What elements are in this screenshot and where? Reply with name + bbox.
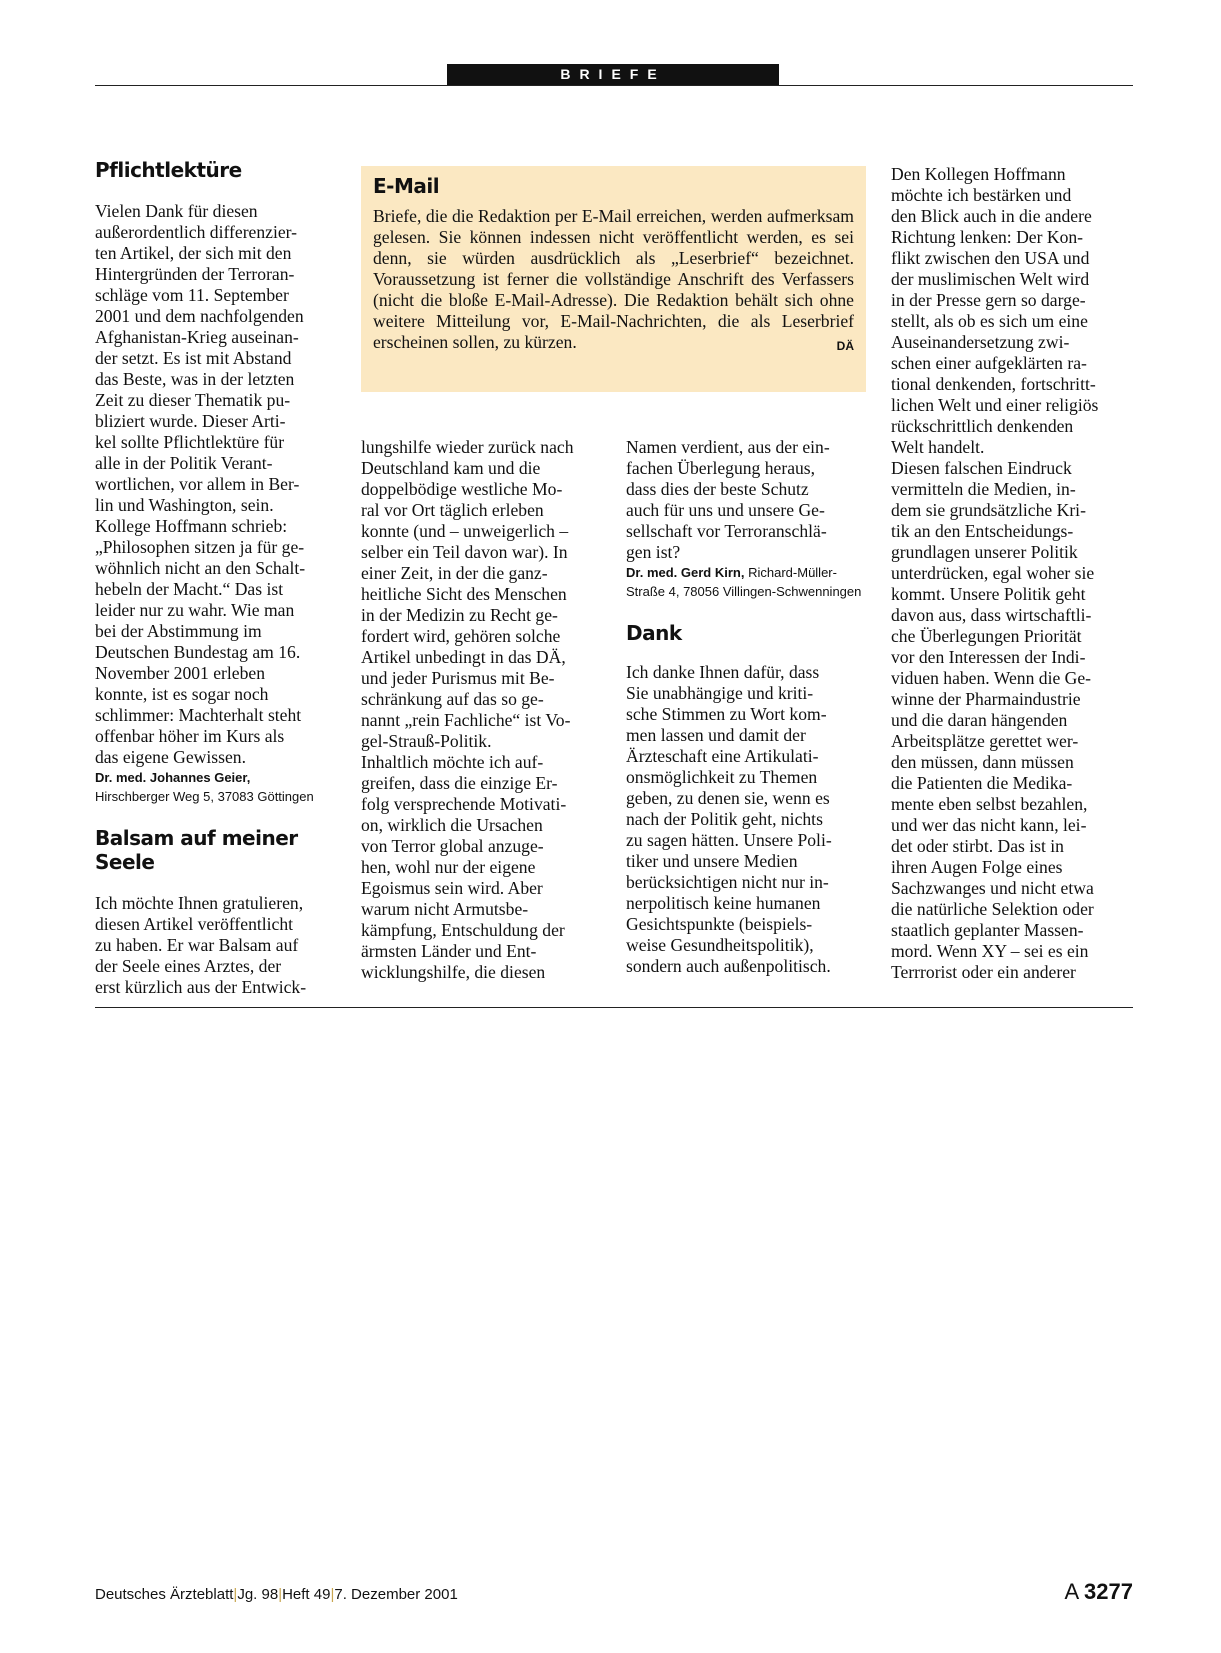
column-3 — [626, 437, 871, 977]
text-line: flikt zwischen den USA und — [891, 248, 1090, 268]
letter-signature — [626, 563, 871, 601]
header-rule — [95, 85, 1133, 86]
text-line: „Philosophen sitzen ja für ge- — [95, 537, 305, 557]
text-line: fordert wird, gehören solche — [361, 626, 561, 646]
text-line: zu sagen hätten. Unsere Poli- — [626, 830, 832, 850]
text-line: weise Gesundheitspolitik), — [626, 935, 814, 955]
issue-date: 7. Dezember 2001 — [334, 1586, 458, 1603]
text-line: Terrrorist oder ein anderer — [891, 962, 1076, 982]
text-line: Inhaltlich möchte ich auf- — [361, 752, 544, 772]
text-line: Sie unabhängige und kriti- — [626, 683, 814, 703]
text-line: möchte ich bestärken und — [891, 185, 1072, 205]
text-line: fachen Überlegung heraus, — [626, 458, 816, 478]
text-line: Den Kollegen Hoffmann — [891, 164, 1066, 184]
journal-name: Deutsches Ärzteblatt — [95, 1586, 234, 1603]
journal-issue: Heft 49 — [282, 1586, 331, 1603]
author-address: Straße 4, 78056 Villingen-Schwenningen — [626, 584, 862, 599]
text-line: hen, wohl nur der eigene — [361, 857, 536, 877]
text-line: in der Medizin zu Recht ge- — [361, 605, 558, 625]
text-line: schlimmer: Machterhalt steht — [95, 705, 302, 725]
text-line: bliziert wurde. Dieser Arti- — [95, 411, 286, 431]
text-line: berücksichtigen nicht nur in- — [626, 872, 829, 892]
author-address: Hirschberger Weg 5, 37083 Göttingen — [95, 789, 314, 804]
text-line: offenbar höher im Kurs als — [95, 726, 285, 746]
text-line: det oder stirbt. Das ist in — [891, 836, 1064, 856]
text-line: Namen verdient, aus der ein- — [626, 437, 830, 457]
text-line: Vielen Dank für diesen — [95, 201, 258, 221]
text-line: mente eben selbst bezahlen, — [891, 794, 1088, 814]
text-line: der setzt. Es ist mit Abstand — [95, 348, 292, 368]
footer-separator: | — [330, 1586, 335, 1603]
letter-text — [891, 164, 1131, 983]
text-line: vermitteln die Medien, in- — [891, 479, 1076, 499]
text-line: Richtung lenken: Der Kon- — [891, 227, 1084, 247]
text-line: erst kürzlich aus der Entwick- — [95, 977, 307, 997]
text-line: folg versprechende Motivati- — [361, 794, 567, 814]
text-line: Welt handelt. — [891, 437, 985, 457]
text-line: viduen haben. Wenn die Ge- — [891, 668, 1092, 688]
page-prefix: A — [1064, 1579, 1078, 1604]
footer-separator: | — [233, 1586, 238, 1603]
text-line: Ich danke Ihnen dafür, dass — [626, 662, 820, 682]
text-line: nach der Politik geht, nichts — [626, 809, 823, 829]
text-line: kel sollte Pflichtlektüre für — [95, 432, 285, 452]
text-line: gel-Strauß-Politik. — [361, 731, 492, 751]
text-line: Arbeitsplätze gerettet wer- — [891, 731, 1079, 751]
bottom-rule — [95, 1007, 1133, 1008]
letter-text — [95, 893, 335, 998]
text-line: doppelbödige westliche Mo- — [361, 479, 563, 499]
text-line: nerpolitisch keine humanen — [626, 893, 821, 913]
text-line: ihren Augen Folge eines — [891, 857, 1063, 877]
text-line: grundlagen unserer Politik — [891, 542, 1078, 562]
footer-separator: | — [278, 1586, 283, 1603]
text-line: Gesichtspunkte (beispiels- — [626, 914, 813, 934]
text-line: Artikel unbedingt in das DÄ, — [361, 647, 566, 667]
author-name: Dr. med. Johannes Geier, — [95, 770, 251, 785]
text-line: warum nicht Armutsbe- — [361, 899, 529, 919]
text-line: tional denkenden, fortschritt- — [891, 374, 1096, 394]
text-line: winne der Pharmaindustrie — [891, 689, 1081, 709]
text-line: Zeit zu dieser Thematik pu- — [95, 390, 291, 410]
text-line: staatlich geplanter Massen- — [891, 920, 1084, 940]
text-line: schläge vom 11. September — [95, 285, 289, 305]
text-line: die Patienten die Medika- — [891, 773, 1073, 793]
text-line: November 2001 erleben — [95, 663, 266, 683]
text-line: lin und Washington, sein. — [95, 495, 274, 515]
letter-text — [626, 662, 871, 977]
text-line: kämpfung, Entschuldung der — [361, 920, 565, 940]
text-line: hebeln der Macht.“ Das ist — [95, 579, 284, 599]
page-number-value: 3277 — [1084, 1579, 1133, 1604]
text-line: konnte, ist es sogar noch — [95, 684, 269, 704]
author-name: Dr. med. Gerd Kirn, — [626, 565, 745, 580]
text-line: ärmsten Länder und Ent- — [361, 941, 537, 961]
text-line: onsmöglichkeit zu Themen — [626, 767, 818, 787]
text-line: Afghanistan-Krieg auseinan- — [95, 327, 299, 347]
text-line: tik an den Entscheidungs- — [891, 521, 1074, 541]
text-line: lichen Welt und einer religiös — [891, 395, 1099, 415]
text-line: men lassen und damit der — [626, 725, 806, 745]
article-heading: Pflichtlektüre — [95, 158, 242, 182]
text-line: Egoismus sein wird. Aber — [361, 878, 543, 898]
text-line: den Blick auch in die andere — [891, 206, 1092, 226]
text-line: lungshilfe wieder zurück nach — [361, 437, 574, 457]
text-line: on, wirklich die Ursachen — [361, 815, 543, 835]
text-line: und jeder Purismus mit Be- — [361, 668, 555, 688]
text-line: außerordentlich differenzier- — [95, 222, 298, 242]
journal-volume: Jg. 98 — [237, 1586, 279, 1603]
text-line: auch für uns und unsere Ge- — [626, 500, 825, 520]
email-notice-box — [361, 166, 866, 392]
text-line: sellschaft vor Terroranschlä- — [626, 521, 827, 541]
text-line: einer Zeit, in der die ganz- — [361, 563, 548, 583]
text-line: konnte (und – unweigerlich – — [361, 521, 569, 541]
text-line: und die daran hängenden — [891, 710, 1068, 730]
text-line: Ich möchte Ihnen gratulieren, — [95, 893, 304, 913]
letter-signature — [95, 768, 335, 806]
text-line: davon aus, dass wirtschaftli- — [891, 605, 1092, 625]
text-line: ral vor Ort täglich erleben — [361, 500, 544, 520]
text-line: unterdrücken, egal woher sie — [891, 563, 1095, 583]
text-line: 2001 und dem nachfolgenden — [95, 306, 304, 326]
article-heading: Balsam auf meiner Seele — [95, 826, 298, 874]
text-line: Sachzwanges und nicht etwa — [891, 878, 1094, 898]
letter-text — [361, 437, 606, 983]
text-line: die natürliche Selektion oder — [891, 899, 1094, 919]
text-line: Deutschland kam und die — [361, 458, 541, 478]
text-line: Hintergründen der Terroran- — [95, 264, 295, 284]
text-line: das Beste, was in der letzten — [95, 369, 295, 389]
author-address: Richard-Müller- — [748, 565, 837, 580]
text-line: das eigene Gewissen. — [95, 747, 246, 767]
text-line: selber ein Teil davon war). In — [361, 542, 568, 562]
text-line: von Terror global anzuge- — [361, 836, 544, 856]
email-box-signature: DÄ — [836, 339, 854, 353]
page-number — [1064, 1579, 1133, 1605]
email-box-title: E-Mail — [373, 174, 440, 198]
text-line: und wer das nicht kann, lei- — [891, 815, 1087, 835]
section-label: BRIEFE — [447, 64, 779, 85]
text-line: in der Presse gern so darge- — [891, 290, 1086, 310]
article-heading: Dank — [626, 621, 682, 645]
text-line: zu haben. Er war Balsam auf — [95, 935, 299, 955]
text-line: wortlichen, vor allem in Ber- — [95, 474, 300, 494]
text-line: der Seele eines Arztes, der — [95, 956, 282, 976]
text-line: che Überlegungen Priorität — [891, 626, 1082, 646]
text-line: schränkung auf das so ge- — [361, 689, 544, 709]
text-line: mord. Wenn XY – sei es ein — [891, 941, 1089, 961]
text-line: geben, zu denen sie, wenn es — [626, 788, 830, 808]
column-1 — [95, 158, 335, 998]
letter-text — [95, 201, 335, 768]
text-line: Kollege Hoffmann schrieb: — [95, 516, 288, 536]
text-line: diesen Artikel veröffentlicht — [95, 914, 294, 934]
text-line: greifen, dass die einzige Er- — [361, 773, 558, 793]
column-4 — [891, 164, 1131, 983]
email-box-text: Briefe, die die Redaktion per E-Mail erreichen, werden aufmerksam gelesen. Sie können indessen nicht veröffentlicht werden, es sei denn, sie würden ausdrücklich als „Leserbrief“ bezeichnet. Voraussetzung ist ferner die vollständige Anschrift des Verfassers (nicht die bloße E-Mail-Adresse). Die Redaktion behält sich ohne weitere Mitteilung vor, E-Mail-Nachrichten, die als Leserbrief erscheinen sollen, zu kürzen. — [373, 206, 854, 352]
text-line: dass dies der beste Schutz — [626, 479, 809, 499]
text-line: sondern auch außenpolitisch. — [626, 956, 831, 976]
letter-text — [626, 437, 871, 563]
text-line: gen ist? — [626, 542, 681, 562]
text-line: rückschrittlich denkenden — [891, 416, 1074, 436]
text-line: vor den Interessen der Indi- — [891, 647, 1086, 667]
text-line: dem sie grundsätzliche Kri- — [891, 500, 1086, 520]
text-line: alle in der Politik Verant- — [95, 453, 273, 473]
text-line: tiker und unsere Medien — [626, 851, 798, 871]
text-line: den müssen, dann müssen — [891, 752, 1074, 772]
text-line: Ärzteschaft eine Artikulati- — [626, 746, 819, 766]
text-line: sche Stimmen zu Wort kom- — [626, 704, 827, 724]
text-line: bei der Abstimmung im — [95, 621, 262, 641]
text-line: wöhnlich nicht an den Schalt- — [95, 558, 306, 578]
text-line: der muslimischen Welt wird — [891, 269, 1090, 289]
text-line: nannt „rein Fachliche“ ist Vo- — [361, 710, 571, 730]
text-line: Auseinandersetzung zwi- — [891, 332, 1070, 352]
text-line: Diesen falschen Eindruck — [891, 458, 1072, 478]
text-line: wicklungshilfe, die diesen — [361, 962, 546, 982]
text-line: ten Artikel, der sich mit den — [95, 243, 292, 263]
text-line: Deutschen Bundestag am 16. — [95, 642, 301, 662]
text-line: heitliche Sicht des Menschen — [361, 584, 567, 604]
text-line: stellt, als ob es sich um eine — [891, 311, 1088, 331]
column-2 — [361, 437, 606, 983]
page-footer — [95, 1585, 458, 1605]
text-line: schen einer aufgeklärten ra- — [891, 353, 1087, 373]
text-line: kommt. Unsere Politik geht — [891, 584, 1086, 604]
text-line: leider nur zu wahr. Wie man — [95, 600, 295, 620]
